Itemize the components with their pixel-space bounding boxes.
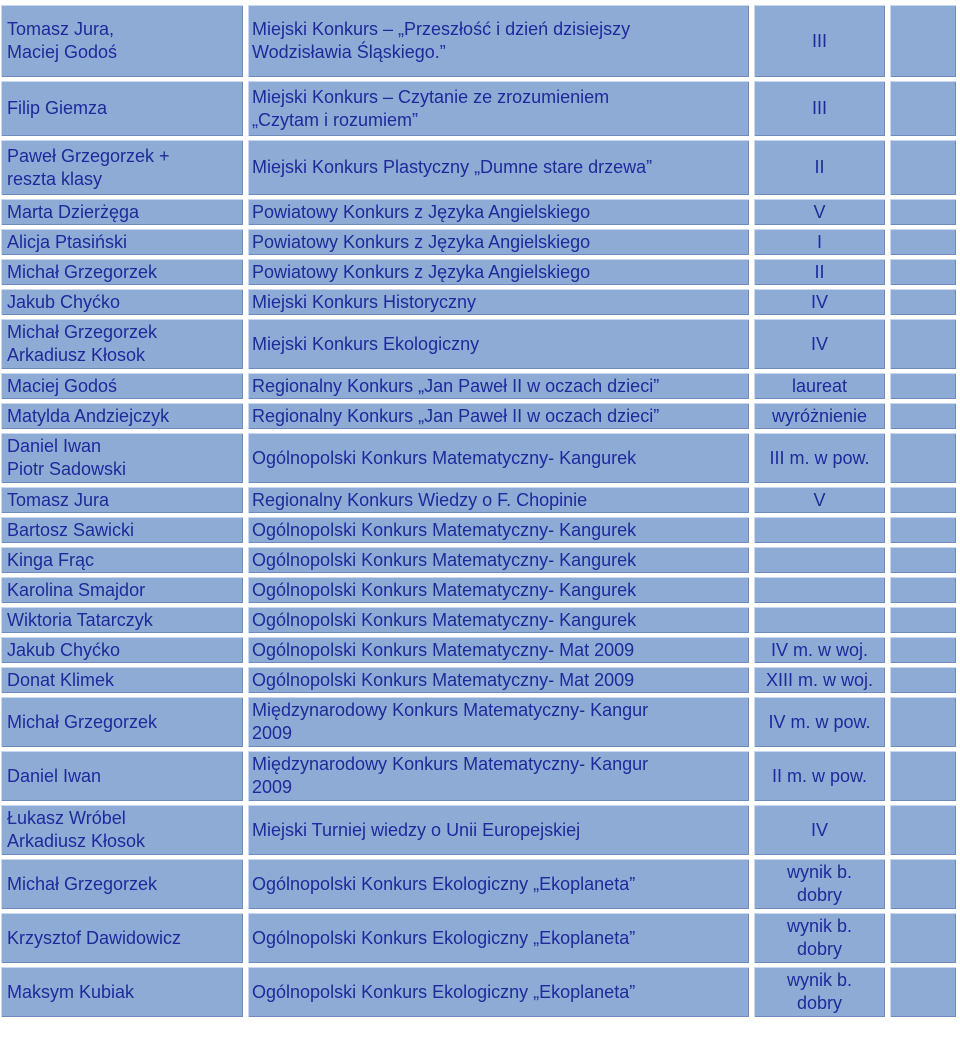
result-cell: IV	[753, 288, 886, 316]
table-row	[0, 4, 960, 78]
empty-cell	[889, 228, 957, 256]
table-row	[0, 858, 960, 910]
competition-cell: Powiatowy Konkurs z Języka Angielskiego	[247, 258, 750, 286]
empty-cell	[889, 666, 957, 694]
result-cell	[753, 546, 886, 574]
empty-cell	[889, 372, 957, 400]
table-row	[0, 432, 960, 484]
table-row	[0, 912, 960, 964]
student-cell: Tomasz Jura, Maciej Godoś	[0, 4, 244, 78]
student-cell: Michał Grzegorzek	[0, 858, 244, 910]
result-cell: V	[753, 198, 886, 226]
student-cell: Maksym Kubiak	[0, 966, 244, 1018]
competition-cell: Ogólnopolski Konkurs Matematyczny- Kangurek	[247, 606, 750, 634]
result-cell: IV	[753, 318, 886, 370]
result-cell: wyróżnienie	[753, 402, 886, 430]
competition-cell: Ogólnopolski Konkurs Matematyczny- Kangurek	[247, 546, 750, 574]
student-cell: Bartosz Sawicki	[0, 516, 244, 544]
competition-cell: Międzynarodowy Konkurs Matematyczny- Kangur 2009	[247, 750, 750, 802]
empty-cell	[889, 516, 957, 544]
result-cell: laureat	[753, 372, 886, 400]
competition-cell: Ogólnopolski Konkurs Matematyczny- Mat 2009	[247, 636, 750, 664]
empty-cell	[889, 139, 957, 196]
empty-cell	[889, 912, 957, 964]
table-row	[0, 486, 960, 514]
table-row	[0, 636, 960, 664]
student-cell: Marta Dzierżęga	[0, 198, 244, 226]
competition-cell: Miejski Konkurs Historyczny	[247, 288, 750, 316]
student-cell: Maciej Godoś	[0, 372, 244, 400]
table-row	[0, 666, 960, 694]
result-cell	[753, 576, 886, 604]
result-cell: IV m. w woj.	[753, 636, 886, 664]
empty-cell	[889, 966, 957, 1018]
student-cell: Karolina Smajdor	[0, 576, 244, 604]
table-row	[0, 80, 960, 137]
student-cell: Tomasz Jura	[0, 486, 244, 514]
competition-cell: Powiatowy Konkurs z Języka Angielskiego	[247, 198, 750, 226]
table-row	[0, 318, 960, 370]
student-cell: Matylda Andziejczyk	[0, 402, 244, 430]
competition-cell: Ogólnopolski Konkurs Matematyczny- Kangurek	[247, 576, 750, 604]
student-cell: Daniel Iwan Piotr Sadowski	[0, 432, 244, 484]
competition-cell: Ogólnopolski Konkurs Ekologiczny „Ekoplaneta”	[247, 912, 750, 964]
result-cell: II	[753, 139, 886, 196]
empty-cell	[889, 288, 957, 316]
table-row	[0, 139, 960, 196]
table-row	[0, 966, 960, 1018]
empty-cell	[889, 258, 957, 286]
competition-cell: Ogólnopolski Konkurs Matematyczny- Mat 2009	[247, 666, 750, 694]
student-cell: Filip Giemza	[0, 80, 244, 137]
table-row	[0, 804, 960, 856]
student-cell: Jakub Chyćko	[0, 636, 244, 664]
empty-cell	[889, 606, 957, 634]
student-cell: Donat Klimek	[0, 666, 244, 694]
student-cell: Łukasz Wróbel Arkadiusz Kłosok	[0, 804, 244, 856]
competition-cell: Ogólnopolski Konkurs Matematyczny- Kangurek	[247, 516, 750, 544]
result-cell: V	[753, 486, 886, 514]
empty-cell	[889, 696, 957, 748]
empty-cell	[889, 636, 957, 664]
student-cell: Alicja Ptasiński	[0, 228, 244, 256]
competition-cell: Miejski Konkurs – „Przeszłość i dzień dzisiejszy Wodzisławia Śląskiego.”	[247, 4, 750, 78]
competition-cell: Regionalny Konkurs Wiedzy o F. Chopinie	[247, 486, 750, 514]
empty-cell	[889, 546, 957, 574]
table-row	[0, 228, 960, 256]
result-cell: wynik b. dobry	[753, 858, 886, 910]
competition-cell: Miejski Konkurs Ekologiczny	[247, 318, 750, 370]
student-cell: Paweł Grzegorzek + reszta klasy	[0, 139, 244, 196]
competition-cell: Międzynarodowy Konkurs Matematyczny- Kangur 2009	[247, 696, 750, 748]
empty-cell	[889, 858, 957, 910]
table-row	[0, 258, 960, 286]
table-row	[0, 516, 960, 544]
student-cell: Michał Grzegorzek	[0, 258, 244, 286]
empty-cell	[889, 80, 957, 137]
table-row	[0, 696, 960, 748]
result-cell: wynik b. dobry	[753, 912, 886, 964]
competition-cell: Ogólnopolski Konkurs Ekologiczny „Ekoplaneta”	[247, 966, 750, 1018]
table-row	[0, 576, 960, 604]
empty-cell	[889, 486, 957, 514]
empty-cell	[889, 402, 957, 430]
student-cell: Michał Grzegorzek Arkadiusz Kłosok	[0, 318, 244, 370]
competition-cell: Miejski Turniej wiedzy o Unii Europejskiej	[247, 804, 750, 856]
result-cell: IV	[753, 804, 886, 856]
result-cell: XIII m. w woj.	[753, 666, 886, 694]
table-row	[0, 198, 960, 226]
table-row	[0, 546, 960, 574]
result-cell: III	[753, 80, 886, 137]
competition-cell: Miejski Konkurs – Czytanie ze zrozumieniem „Czytam i rozumiem”	[247, 80, 750, 137]
result-cell: wynik b. dobry	[753, 966, 886, 1018]
empty-cell	[889, 804, 957, 856]
empty-cell	[889, 750, 957, 802]
student-cell: Michał Grzegorzek	[0, 696, 244, 748]
competition-cell: Miejski Konkurs Plastyczny „Dumne stare drzewa”	[247, 139, 750, 196]
student-cell: Krzysztof Dawidowicz	[0, 912, 244, 964]
result-cell	[753, 606, 886, 634]
student-cell: Kinga Frąc	[0, 546, 244, 574]
result-cell: III	[753, 4, 886, 78]
table-row	[0, 288, 960, 316]
table-row	[0, 606, 960, 634]
competition-cell: Regionalny Konkurs „Jan Paweł II w oczach dzieci”	[247, 402, 750, 430]
empty-cell	[889, 432, 957, 484]
student-cell: Jakub Chyćko	[0, 288, 244, 316]
student-cell: Wiktoria Tatarczyk	[0, 606, 244, 634]
empty-cell	[889, 4, 957, 78]
result-cell: IV m. w pow.	[753, 696, 886, 748]
empty-cell	[889, 198, 957, 226]
competition-cell: Powiatowy Konkurs z Języka Angielskiego	[247, 228, 750, 256]
competition-cell: Ogólnopolski Konkurs Ekologiczny „Ekoplaneta”	[247, 858, 750, 910]
result-cell	[753, 516, 886, 544]
result-cell: II	[753, 258, 886, 286]
competition-cell: Regionalny Konkurs „Jan Paweł II w oczach dzieci”	[247, 372, 750, 400]
table-row	[0, 750, 960, 802]
table-row	[0, 402, 960, 430]
table-row	[0, 372, 960, 400]
result-cell: I	[753, 228, 886, 256]
empty-cell	[889, 576, 957, 604]
student-cell: Daniel Iwan	[0, 750, 244, 802]
result-cell: II m. w pow.	[753, 750, 886, 802]
empty-cell	[889, 318, 957, 370]
competition-cell: Ogólnopolski Konkurs Matematyczny- Kangurek	[247, 432, 750, 484]
result-cell: III m. w pow.	[753, 432, 886, 484]
